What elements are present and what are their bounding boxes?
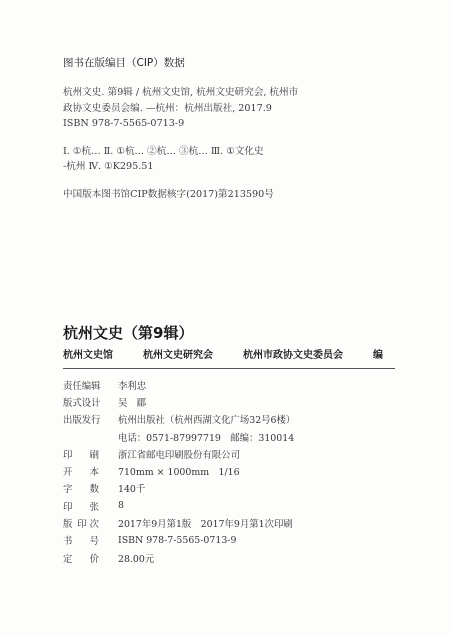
colophon-value: ISBN 978-7-5565-0713-9 <box>118 534 237 546</box>
colophon-value: 140千 <box>118 484 146 496</box>
colophon-value: 李利忠 <box>118 380 147 392</box>
cip-record-number: 中国版本图书馆CIP数据核字(2017)第213590号 <box>63 188 274 200</box>
author-name: 杭州文史馆 <box>63 350 113 361</box>
colophon-value: 杭州出版社（杭州西湖文化广场32号6楼） <box>118 415 296 427</box>
colophon-value: 浙江省邮电印刷股份有限公司 <box>118 449 240 461</box>
cip-classification: -杭州 Ⅳ. ①K295.51 <box>63 161 154 172</box>
author-name: 杭州文史研究会 <box>143 350 213 361</box>
colophon-row <box>63 549 393 566</box>
colophon-value: 710mm × 1000mm 1/16 <box>118 467 240 479</box>
colophon-row <box>63 532 393 549</box>
colophon-row <box>63 514 393 531</box>
cip-classification: Ⅰ. ①杭… Ⅱ. ①杭… ②杭… ③杭… Ⅲ. ①文化史 <box>63 145 264 157</box>
colophon-label: 责任编辑 <box>63 380 101 392</box>
cip-line: 政协文史委员会编. —杭州：杭州出版社, 2017.9 <box>63 102 272 114</box>
colophon-row <box>63 428 393 445</box>
colophon-label: 定 价 <box>63 553 99 565</box>
colophon-label: 出版发行 <box>63 415 101 427</box>
cip-heading: 图书在版编目（CIP）数据 <box>63 57 185 69</box>
colophon-label: 印 张 <box>63 501 99 513</box>
colophon-label: 印 刷 <box>63 449 99 461</box>
editor-suffix: 编 <box>373 350 383 361</box>
cip-isbn: ISBN 978-7-5565-0713-9 <box>63 118 185 129</box>
author-name: 杭州市政协文史委员会 <box>243 350 343 361</box>
colophon-row <box>63 445 393 462</box>
colophon-value: 吴 郿 <box>118 397 147 409</box>
divider <box>63 368 395 369</box>
colophon-label: 版式设计 <box>63 397 101 409</box>
colophon-label: 版 印 次 <box>63 519 99 531</box>
colophon-row <box>63 411 393 428</box>
colophon-label: 书 号 <box>63 536 99 548</box>
colophon-row <box>63 462 393 479</box>
colophon-row <box>63 393 393 410</box>
cip-line: 杭州文史. 第9辑 / 杭州文史馆, 杭州文史研究会, 杭州市 <box>63 87 299 98</box>
colophon-label: 字 数 <box>63 484 99 496</box>
author-line <box>63 346 383 361</box>
colophon-row <box>63 480 393 497</box>
colophon <box>63 376 393 566</box>
book-title: 杭州文史（第9辑） <box>63 324 194 342</box>
colophon-value: 8 <box>118 500 124 512</box>
colophon-row <box>63 497 393 514</box>
colophon-value: 电话：0571-87997719 邮编：310014 <box>118 432 295 444</box>
colophon-label: 开 本 <box>63 467 99 479</box>
colophon-row <box>63 376 393 393</box>
cip-block <box>63 85 393 202</box>
colophon-value: 28.00元 <box>118 553 155 565</box>
colophon-value: 2017年9月第1版 2017年9月第1次印刷 <box>118 519 293 531</box>
